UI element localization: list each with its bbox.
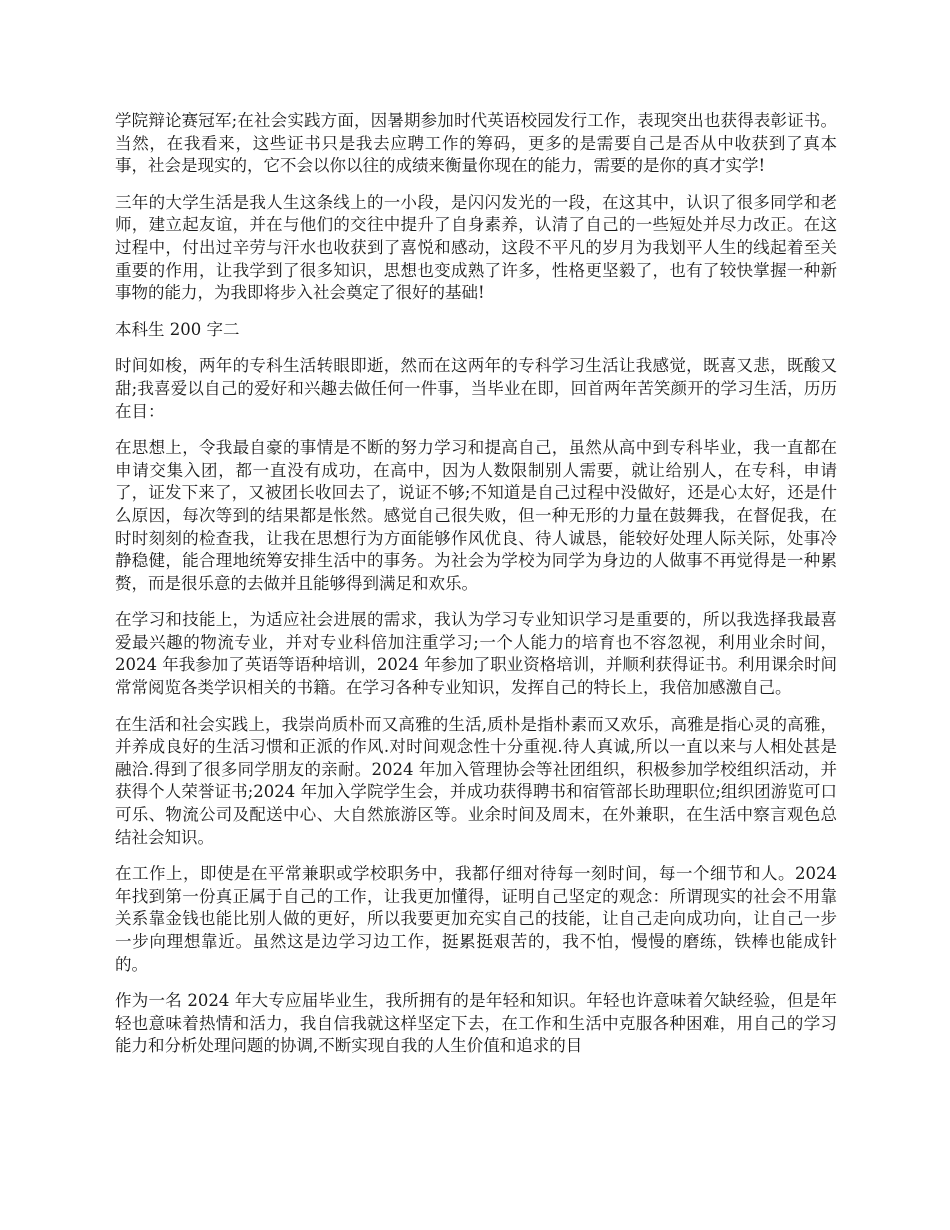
document-body (115, 110, 837, 1072)
paragraph-work: 在工作上，即使是在平常兼职或学校职务中，我都仔细对待每一刻时间，每一个细节和人。2024 年找到第一份真正属于自己的工作，让我更加懂得，证明自己坚定的观念：所谓现实的社会不用靠关系靠金钱也能比别人做的更好，所以我要更加充实自己的技能，让自己走向成功向，让自己一步一步向理想靠近。虽然这是边学习边工作，挺累挺艰苦的，我不怕，慢慢的磨练，铁棒也能成针的。 (115, 864, 837, 974)
paragraph-thought: 在思想上，令我最自豪的事情是不断的努力学习和提高自己，虽然从高中到专科毕业，我一直都在申请交集入团，都一直没有成功，在高中，因为人数限制别人需要，就让给别人，在专科，申请了，证发下来了，又被团长收回去了，说证不够;不知道是自己过程中没做好，还是心太好，还是什么原因，每次等到的结果都是怅然。感觉自己很失败，但一种无形的力量在鼓舞我，在督促我，在时时刻刻的检查我，让我在思想行为方面能够作风优良、待人诚恳，能较好处理人际关际，处事冷静稳健，能合理地统筹安排生活中的事务。为社会为学校为同学为身边的人做事不再觉得是一种累赘，而是很乐意的去做并且能够得到满足和欢乐。 (115, 438, 837, 593)
paragraph-life-practice: 在生活和社会实践上，我崇尚质朴而又高雅的生活,质朴是指朴素而又欢乐，高雅是指心灵的高雅，并养成良好的生活习惯和正派的作风.对时间观念性十分重视.待人真诚,所以一直以来与人相处甚是融洽.得到了很多同学朋友的亲耐。2024 年加入管理协会等社团组织，积极参加学校组织活动，并获得个人荣誉证书;2024 年加入学院学生会，并成功获得聘书和宿管部长助理职位;组织团游览可口可乐、物流公司及配送中心、大自然旅游区等。业余时间及周末，在外兼职，在生活中察言观色总结社会知识。 (115, 714, 837, 847)
paragraph-study-skills: 在学习和技能上，为适应社会进展的需求，我认为学习专业知识学习是重要的，所以我选择我最喜爱最兴趣的物流专业，并对专业科倍加注重学习;一个人能力的培育也不容忽视，利用业余时间，2024 年我参加了英语等语种培训，2024 年参加了职业资格培训，并顺利获得证书。利用课余时间常常阅览各类学识相关的书籍。在学习各种专业知识，发挥自己的特长上，我倍加感激自己。 (115, 610, 837, 698)
paragraph-university-life: 三年的大学生活是我人生这条线上的一小段，是闪闪发光的一段，在这其中，认识了很多同学和老师，建立起友谊，并在与他们的交往中提升了自身素养，认清了自己的一些短处并尽力改正。在这过程中，付出过辛劳与汗水也收获到了喜悦和感动，这段不平凡的岁月为我划平人生的线起着至关重要的作用，让我学到了很多知识，思想也变成熟了许多，性格更坚毅了，也有了较快掌握一种新事物的能力，为我即将步入社会奠定了很好的基础! (115, 192, 837, 303)
paragraph-graduate: 作为一名 2024 年大专应届毕业生，我所拥有的是年轻和知识。年轻也许意味着欠缺经验，但是年轻也意味着热情和活力，我自信我就这样坚定下去，在工作和生活中克服各种困难，用自己的学习能力和分析处理问题的协调,不断实现自我的人生价值和追求的目 (115, 991, 837, 1056)
paragraph-intro: 时间如梭，两年的专科生活转眼即逝，然而在这两年的专科学习生活让我感觉，既喜又悲，既酸又甜;我喜爱以自己的爱好和兴趣去做任何一件事，当毕业在即，回首两年苦笑颜开的学习生活，历历在目： (115, 356, 837, 421)
paragraph-achievements: 学院辩论赛冠军;在社会实践方面，因暑期参加时代英语校园发行工作，表现突出也获得表彰证书。当然，在我看来，这些证书只是我去应聘工作的筹码，更多的是需要自己是否从中收获到了真本事，社会是现实的，它不会以你以往的成绩来衡量你现在的能力，需要的是你的真才实学! (115, 111, 837, 176)
section-heading: 本科生 200 字二 (115, 319, 240, 339)
